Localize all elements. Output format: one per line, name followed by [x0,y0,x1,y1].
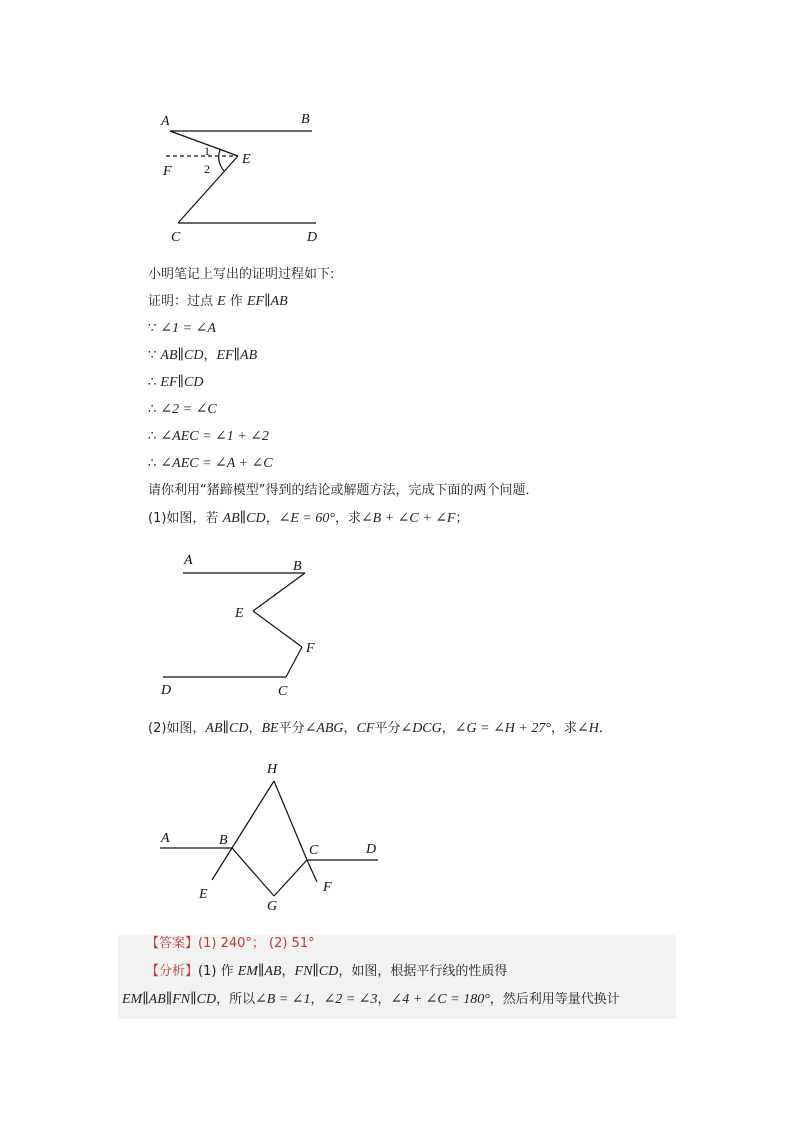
label-f: F [163,164,172,179]
math: ∠2 = ∠C [160,402,217,417]
label-b: B [219,833,228,848]
line-hc [274,781,307,860]
answer-label: 【答案】 [146,936,199,951]
q-text: ， [248,721,262,736]
proof-line-3 [148,347,257,365]
math: EM∥AB∥FN∥CD [122,992,217,1007]
label-angle-2: 2 [204,162,210,176]
math: EF∥AB [216,348,258,363]
line-be [253,573,305,611]
proof-symbol: ∴ [148,375,161,390]
q-text: ， [265,511,279,526]
problem-prompt: 请你利用“猪蹄模型”得到的结论或解题方法，完成下面的两个问题． [148,483,539,498]
figure-3 [150,755,390,920]
math: EM∥AB [237,964,282,979]
label-c: C [278,684,288,699]
math: ∠1 = ∠A [160,321,216,336]
figure-1 [150,105,340,250]
math: AB∥CD [160,348,204,363]
angle-arc [219,150,224,171]
line-gc [274,860,307,896]
label-d: D [307,230,318,245]
line-ef [253,611,302,647]
q-text: ， [343,721,357,736]
line-bg [232,848,274,896]
math: CF [356,721,375,736]
q-text: ． [598,721,612,736]
figure-2 [155,548,335,703]
analysis-text: ， [281,964,295,979]
q-text: ； [455,511,469,526]
math: ∠2 = ∠3 [323,992,378,1007]
proof-intro: 小明笔记上写出的证明过程如下: [148,267,335,282]
proof-symbol: ∴ [148,456,161,471]
analysis-text: ，如图，根据平行线的性质得 [338,964,508,979]
math: BE [261,721,279,736]
analysis-text: ， [377,992,391,1007]
line-be [212,848,232,880]
math: ∠B = ∠1 [255,992,311,1007]
proof-text: 作 [225,294,247,309]
analysis-text: ，所以 [216,992,256,1007]
proof-symbol: ∴ [148,429,161,444]
analysis-line-2 [122,991,620,1009]
math: ∠E = 60° [278,511,335,526]
analysis-label: 【分析】 [146,964,199,979]
proof-line-4 [148,374,203,392]
answer-text: (1) 240°； (2) 51° [198,936,315,951]
answer-block [118,935,676,1019]
label-c: C [171,230,181,245]
label-a: A [161,114,170,129]
math: EF∥AB [246,294,288,309]
proof-line-1 [148,293,288,311]
label-d: D [366,842,377,857]
proof-line-5 [148,401,217,419]
label-e: E [235,606,244,621]
label-c: C [309,843,319,858]
math: ∠AEC = ∠1 + ∠2 [160,429,269,444]
line-bh [232,781,274,848]
math: AB∥CD [205,721,249,736]
math: E [217,294,226,309]
math: ∠AEC = ∠A + ∠C [160,456,273,471]
label-a: A [184,553,193,568]
label-b: B [301,112,310,127]
line-cf [307,860,317,882]
label-angle-1: 1 [204,144,210,158]
label-g: G [267,899,278,914]
proof-line-7 [148,455,273,473]
proof-line-6 [148,428,269,446]
label-a: A [161,831,170,846]
analysis-text: (1) 作 [198,964,238,979]
label-d: D [161,683,172,698]
q-text: 平分 [374,721,401,736]
math: FN∥CD [294,964,339,979]
q-text: ，求 [334,511,361,526]
math: ∠ABG [304,721,344,736]
label-f: F [323,880,332,895]
question-2 [148,720,612,738]
math: ∠B + ∠C + ∠F [360,511,456,526]
line-fc [286,647,302,677]
math: ∠H [576,721,599,736]
math: ∠4 + ∠C = 180° [390,992,490,1007]
proof-symbol: ∵ [148,321,161,336]
q-text: 平分 [278,721,305,736]
math: AB∥CD [222,511,266,526]
q-text: (2)如图， [148,721,206,736]
question-1 [148,510,469,528]
label-e: E [242,152,251,167]
proof-symbol: ∴ [148,402,161,417]
q-text: (1)如图，若 [148,511,223,526]
analysis-text: ， [310,992,324,1007]
analysis-line-1 [146,963,507,981]
q-text: ，求 [550,721,577,736]
answer-line [146,935,315,953]
q-text: ， [441,721,455,736]
proof-text: 证明：过点 [148,294,218,309]
proof-text: ， [203,348,217,363]
label-e: E [199,887,208,902]
proof-symbol: ∵ [148,348,161,363]
label-f: F [306,641,315,656]
math: EF∥CD [160,375,204,390]
label-h: H [267,762,278,777]
proof-line-2 [148,320,216,338]
math: ∠G = ∠H + 27° [454,721,551,736]
math: ∠DCG [400,721,442,736]
label-b: B [293,559,302,574]
analysis-text: ，然后利用等量代换计 [489,992,620,1007]
